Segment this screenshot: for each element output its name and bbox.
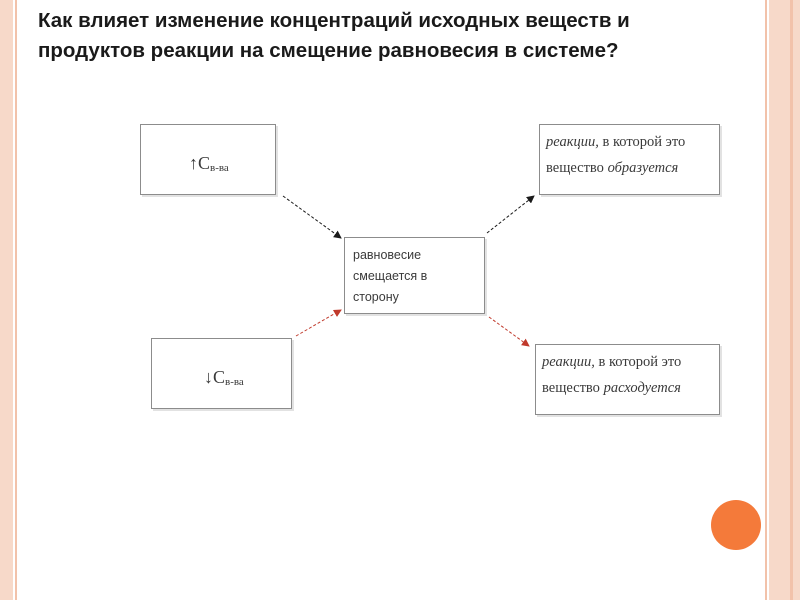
arrow-increase-to-equilibrium xyxy=(283,196,341,238)
equilibrium-line-2: смещается в xyxy=(353,269,428,283)
accent-circle-decoration xyxy=(711,500,761,550)
arrow-decrease-to-equilibrium xyxy=(296,310,341,336)
consuming-italic-verb: расходуется xyxy=(603,380,681,396)
equilibrium-line-3: сторону xyxy=(353,290,399,304)
concentration-symbol: C xyxy=(213,367,226,387)
concentration-subscript: в-ва xyxy=(210,162,229,174)
consuming-text-1: в которой это xyxy=(594,354,682,370)
arrow-equilibrium-to-consuming xyxy=(489,317,529,346)
consuming-text-2: вещество xyxy=(542,380,604,396)
forming-italic-verb: образуется xyxy=(607,160,679,176)
title-line-1: Как влияет изменение концентраций исходных веществ и xyxy=(38,9,630,32)
consuming-italic-reaction: реакции, xyxy=(542,354,595,370)
forming-text-1: в которой это xyxy=(598,134,686,150)
down-arrow-icon: ↓ xyxy=(204,367,213,387)
forming-italic-reaction: реакции, xyxy=(546,134,599,150)
title-line-2: продуктов реакции на смещение равновесия в системе? xyxy=(38,39,619,62)
concentration-symbol: C xyxy=(198,153,211,173)
arrow-equilibrium-to-forming xyxy=(487,196,534,233)
concentration-subscript: в-ва xyxy=(225,376,244,388)
forming-text-2: вещество xyxy=(546,160,608,176)
equilibrium-line-1: равновесие xyxy=(353,248,422,262)
up-arrow-icon: ↑ xyxy=(189,153,198,173)
